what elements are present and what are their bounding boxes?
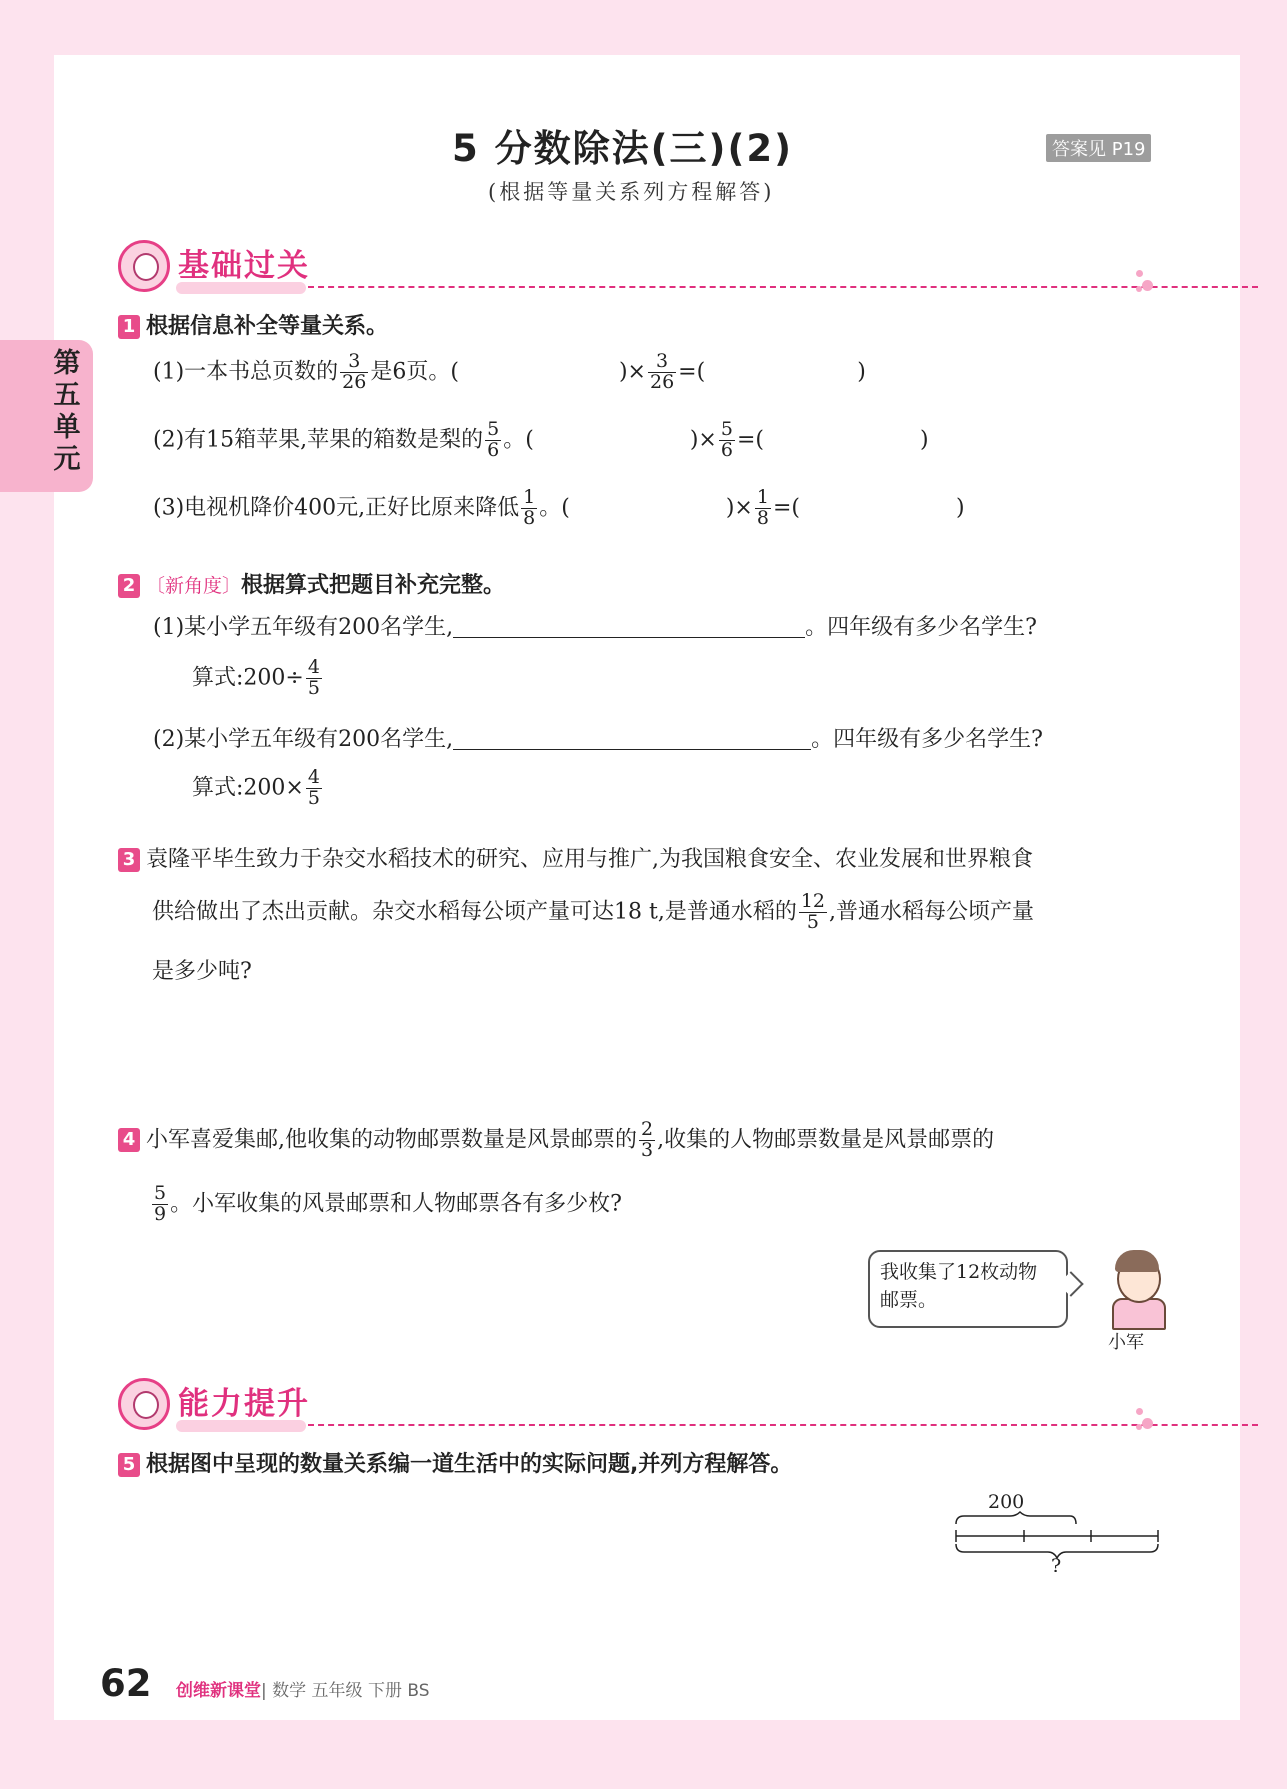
operator: ) — [920, 427, 929, 453]
question-text: ,收集的人物邮票数量是风景邮票的 — [657, 1127, 995, 1153]
decor-dot — [1136, 270, 1143, 277]
question-number: 3 — [118, 848, 140, 872]
q2-part-1 — [153, 610, 1037, 641]
fill-in-line[interactable] — [453, 615, 805, 638]
operator: )× — [689, 427, 717, 453]
footer-brand: 创维新课堂 — [176, 1681, 261, 1701]
item-text: 是6页。( — [370, 359, 459, 385]
operator: )× — [725, 495, 753, 521]
speaker-name: 小军 — [1108, 1332, 1144, 1353]
speech-bubble — [868, 1250, 1068, 1328]
section-divider — [308, 286, 1258, 288]
diagram-top-label: 200 — [988, 1491, 1025, 1513]
page-subtitle: (根据等量关系列方程解答) — [488, 180, 775, 204]
formula-text: 算式:200× — [192, 775, 304, 801]
decor-dot — [1136, 286, 1142, 292]
fraction: $\frac{4}{5}$ — [307, 656, 320, 699]
fraction: $\frac{3}{26}$ — [342, 350, 367, 393]
formula-text: 算式:200÷ — [192, 665, 304, 691]
question-2-heading — [118, 568, 505, 599]
section-title: 基础过关 — [178, 248, 310, 284]
question-text: 供给做出了杰出贡献。杂交水稻每公顷产量可达18 t,是普通水稻的 — [152, 899, 797, 925]
question-text: 袁隆平毕生致力于杂交水稻技术的研究、应用与推广,为我国粮食安全、农业发展和世界粮食 — [146, 847, 1033, 872]
page-title: 5 分数除法(三)(2) — [452, 127, 794, 170]
decor-dot — [1142, 1418, 1153, 1429]
answer-reference-badge: 答案见 P19 — [1046, 134, 1151, 162]
q2-part-2 — [153, 722, 1043, 753]
q4-line-2 — [150, 1184, 622, 1225]
operator: )× — [618, 359, 646, 385]
footer-meta: | 数学 五年级 下册 BS — [261, 1681, 430, 1701]
diagram-bottom-label: ? — [1051, 1555, 1062, 1572]
mascot-icon — [118, 1378, 170, 1430]
question-title: 根据图中呈现的数量关系编一道生活中的实际问题,并列方程解答。 — [146, 1452, 793, 1477]
section-title: 能力提升 — [178, 1386, 310, 1422]
mascot-icon — [118, 240, 170, 292]
q2-formula-1 — [192, 658, 324, 699]
operator: =( — [678, 359, 706, 385]
part-text: 。四年级有多少名学生? — [811, 727, 1043, 752]
decor-dot — [1142, 280, 1153, 291]
unit-side-tab — [0, 340, 93, 492]
bubble-text: 邮票。 — [880, 1289, 938, 1311]
bubble-text: 我收集了12枚动物 — [880, 1261, 1038, 1283]
q1-item-1 — [153, 352, 866, 393]
item-text: 。( — [539, 495, 570, 521]
question-text: 。小军收集的风景邮票和人物邮票各有多少枚? — [170, 1191, 622, 1217]
q3-line-2 — [152, 892, 1034, 933]
section-header-advanced — [118, 1378, 1158, 1438]
decor-dot — [1136, 1424, 1142, 1430]
footer-info — [176, 1676, 430, 1701]
section-divider — [308, 1424, 1258, 1426]
fraction: $\frac{5}{9}$ — [154, 1182, 167, 1225]
question-text: ,普通水稻每公顷产量 — [829, 899, 1035, 925]
fill-in-line[interactable] — [453, 727, 811, 750]
question-number: 1 — [118, 315, 140, 339]
question-number: 5 — [118, 1453, 140, 1477]
question-text: 小军喜爱集邮,他收集的动物邮票数量是风景邮票的 — [146, 1127, 637, 1153]
part-text: (1)某小学五年级有200名学生, — [153, 615, 454, 640]
item-text: (3)电视机降价400元,正好比原来降低 — [153, 495, 520, 521]
q1-item-3 — [153, 488, 965, 529]
question-number: 2 — [118, 574, 140, 598]
operator: =( — [736, 427, 764, 453]
part-text: 。四年级有多少名学生? — [805, 615, 1037, 640]
question-1-heading — [118, 309, 388, 340]
operator: ) — [956, 495, 965, 521]
fraction: $\frac{1}{8}$ — [523, 486, 536, 529]
fraction: $\frac{5}{6}$ — [720, 418, 733, 461]
fraction: $\frac{12}{5}$ — [800, 890, 826, 933]
question-number: 4 — [118, 1128, 140, 1152]
q3-line-1 — [118, 842, 1033, 873]
fraction: $\frac{3}{26}$ — [649, 350, 675, 393]
new-angle-tag: 〔新角度〕 — [146, 575, 242, 597]
q3-line-3: 是多少吨? — [152, 959, 252, 984]
item-text: (2)有15箱苹果,苹果的箱数是梨的 — [153, 427, 484, 453]
fraction: $\frac{1}{8}$ — [756, 486, 769, 529]
page-number: 62 — [100, 1662, 152, 1705]
question-5-heading — [118, 1447, 792, 1478]
operator: =( — [772, 495, 800, 521]
unit-side-tab-label: 第五单元 — [53, 348, 81, 475]
fraction: $\frac{5}{6}$ — [487, 418, 500, 461]
item-text: (1)一本书总页数的 — [153, 359, 339, 385]
fraction: $\frac{2}{3}$ — [641, 1118, 654, 1161]
part-text: (2)某小学五年级有200名学生, — [153, 727, 454, 752]
operator: ) — [857, 359, 866, 385]
section-header-basic — [118, 240, 1158, 300]
decor-dot — [1136, 1408, 1143, 1415]
q2-formula-2 — [192, 768, 324, 809]
segment-diagram — [948, 1486, 1168, 1572]
q1-item-2 — [153, 420, 929, 461]
question-title: 根据算式把题目补充完整。 — [241, 573, 506, 598]
top-brace — [956, 1512, 1076, 1524]
question-title: 根据信息补全等量关系。 — [146, 314, 389, 339]
fraction: $\frac{4}{5}$ — [307, 766, 320, 809]
item-text: 。( — [503, 427, 534, 453]
q4-line-1 — [118, 1120, 994, 1161]
